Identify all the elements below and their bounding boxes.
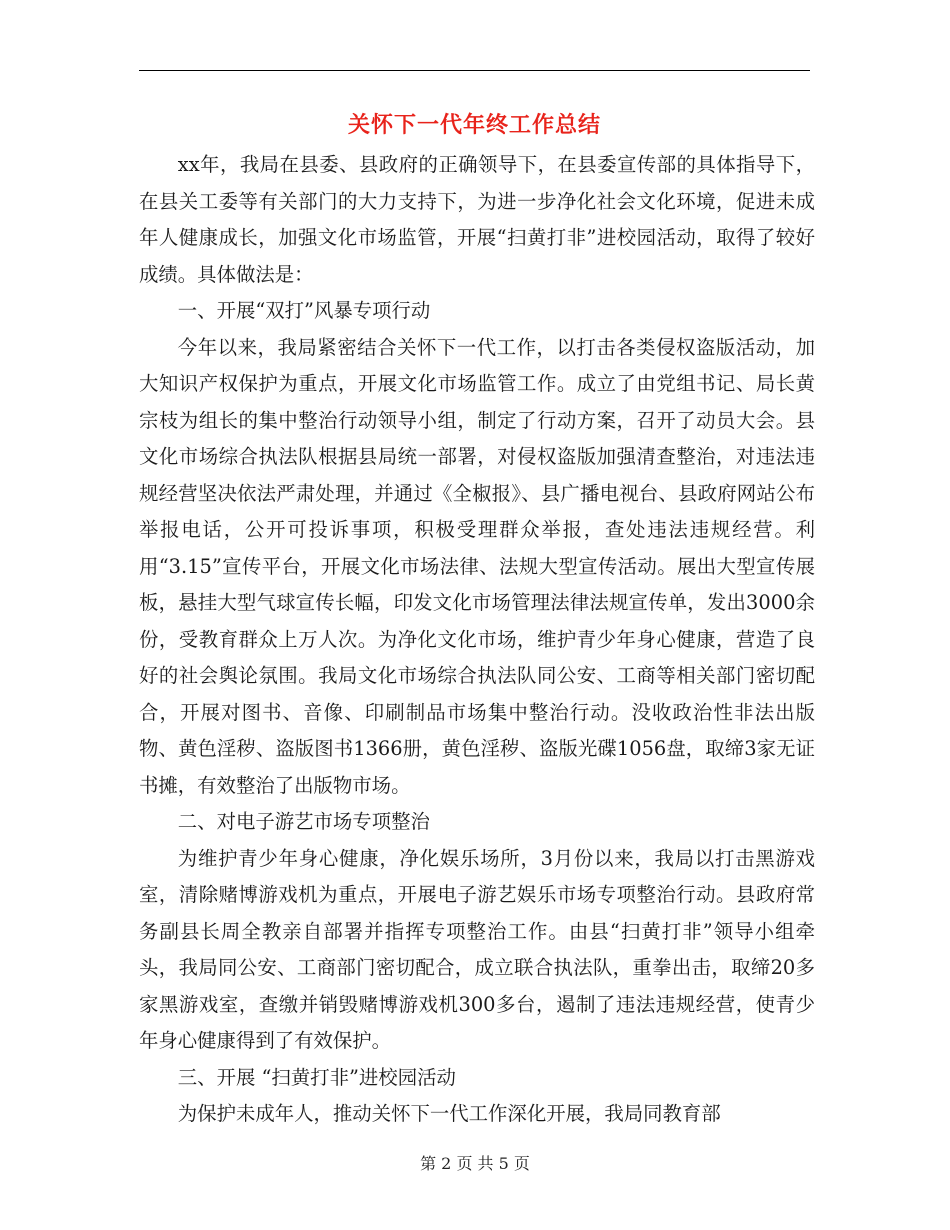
section-heading-1: 一、开展“双打”风暴专项行动	[177, 299, 431, 322]
paragraph-section-2: 为维护青少年身心健康，净化娱乐场所，3月份以来，我局以打击黑游戏室，清除赌博游戏机为重点，开展电子游艺娱乐市场专项整治行动。县政府常务副县长周全教亲自部署并指挥专项整治工作。由县“扫黄打非”领导小组牵头，我局同公安、工商部门密切配合，成立联合执法队，重拳出击，取缔20多家黑游戏室，查缴并销毁赌博游戏机300多台，遏制了违法违规经营，使青少年身心健康得到了有效保护。	[139, 846, 815, 1052]
page-footer: 第 2 页 共 5 页	[420, 1154, 530, 1173]
section-heading-3: 三、开展 “扫黄打非”进校园活动	[177, 1065, 456, 1089]
header-rule	[139, 70, 810, 71]
paragraph-intro: xx年，我局在县委、县政府的正确领导下，在县委宣传部的具体指导下，在县关工委等有关部门的大力支持下，为进一步净化社会文化环境，促进未成年人健康成长，加强文化市场监管，开展“扫黄打非”进校园活动，取得了较好成绩。具体做法是：	[139, 153, 815, 286]
paragraph-section-3: 为保护未成年人，推动关怀下一代工作深化开展，我局同教育部	[177, 1102, 721, 1125]
document-body	[139, 147, 815, 1133]
paragraph-section-1: 今年以来，我局紧密结合关怀下一代工作，以打击各类侵权盗版活动，加大知识产权保护为重点，开展文化市场监管工作。成立了由党组书记、局长黄宗枝为组长的集中整治行动领导小组，制定了行动方案，召开了动员大会。县文化市场综合执法队根据县局统一部署，对侵权盗版加强清查整治，对违法违规经营坚决依法严肃处理，并通过《全椒报》、县广播电视台、县政府网站公布举报电话，公开可投诉事项，积极受理群众举报，查处违法违规经营。利用“3.15”宣传平台，开展文化市场法律、法规大型宣传活动。展出大型宣传展板，悬挂大型气球宣传长幅，印发文化市场管理法律法规宣传单，发出3000余份，受教育群众上万人次。为净化文化市场，维护青少年身心健康，营造了良好的社会舆论氛围。我局文化市场综合执法队同公安、工商等相关部门密切配合，开展对图书、音像、印刷制品市场集中整治行动。没收政治性非法出版物、黄色淫秽、盗版图书1366册，黄色淫秽、盗版光碟1056盘，取缔3家无证书摊，有效整治了出版物市场。	[139, 335, 815, 797]
section-heading-2: 二、对电子游艺市场专项整治	[177, 810, 430, 833]
document-title: 关怀下一代年终工作总结	[347, 112, 601, 138]
